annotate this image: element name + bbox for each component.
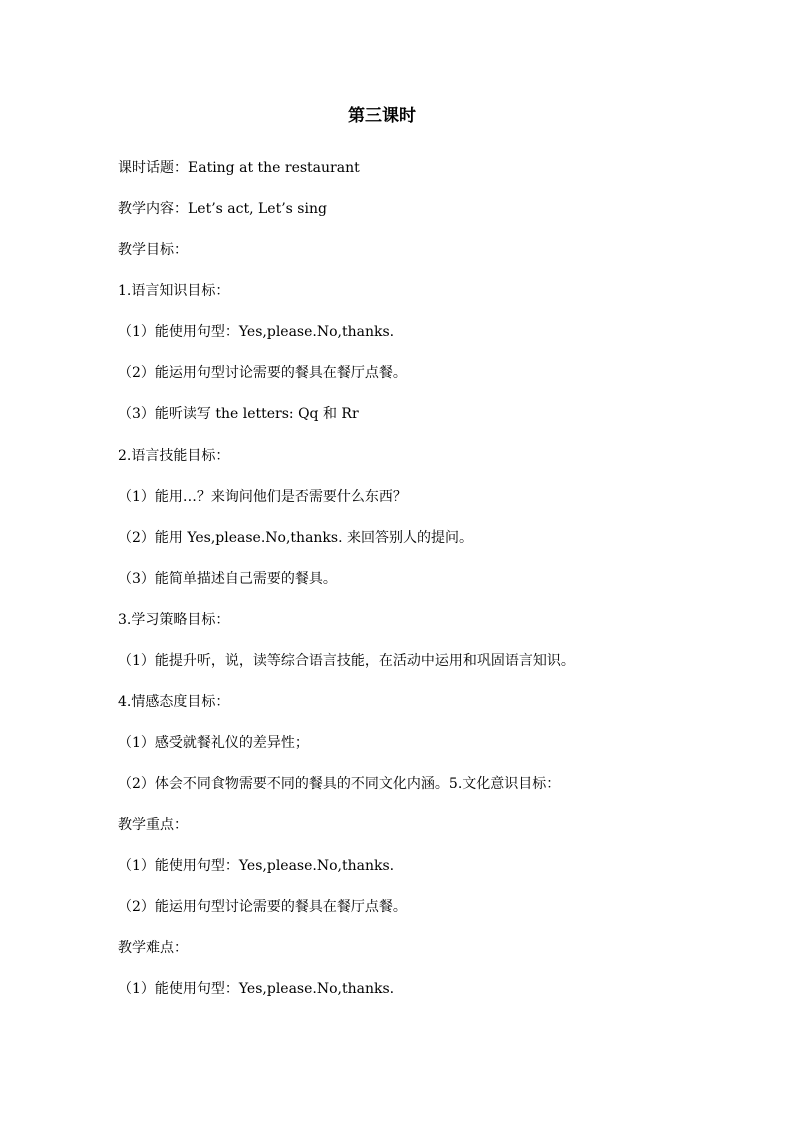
lesson-topic: 课时话题：Eating at the restaurant bbox=[118, 160, 360, 176]
emotion-item-2: （2）体会不同食物需要不同的餐具的不同文化内涵。5.文化意识目标： bbox=[118, 776, 561, 792]
language-knowledge-heading: 1.语言知识目标： bbox=[118, 283, 230, 299]
teaching-content: 教学内容：Let’s act, Let’s sing bbox=[118, 201, 327, 217]
skill-item-2: （2）能用 Yes,please.No,thanks. 来回答别人的提问。 bbox=[118, 530, 473, 546]
focus-item-1: （1）能使用句型：Yes,please.No,thanks. bbox=[118, 858, 395, 874]
skill-item-1: （1）能用…？来询问他们是否需要什么东西？ bbox=[118, 489, 407, 505]
knowledge-item-1: （1）能使用句型：Yes,please.No,thanks. bbox=[118, 324, 395, 340]
teaching-difficulty-heading: 教学难点： bbox=[118, 940, 188, 956]
difficulty-item-1: （1）能使用句型：Yes,please.No,thanks. bbox=[118, 981, 395, 997]
page-title: 第三课时 bbox=[348, 106, 416, 126]
teaching-goals-heading: 教学目标： bbox=[118, 242, 188, 258]
skill-item-3: （3）能简单描述自己需要的餐具。 bbox=[118, 571, 337, 587]
learning-strategy-heading: 3.学习策略目标： bbox=[118, 612, 230, 628]
focus-item-2: （2）能运用句型讨论需要的餐具在餐厅点餐。 bbox=[118, 899, 407, 915]
teaching-focus-heading: 教学重点： bbox=[118, 817, 188, 833]
emotion-item-1: （1）感受就餐礼仪的差异性； bbox=[118, 735, 309, 751]
language-skill-heading: 2.语言技能目标： bbox=[118, 448, 230, 464]
knowledge-item-2: （2）能运用句型讨论需要的餐具在餐厅点餐。 bbox=[118, 365, 407, 381]
emotion-attitude-heading: 4.情感态度目标： bbox=[118, 694, 230, 710]
strategy-item-1: （1）能提升听，说，读等综合语言技能，在活动中运用和巩固语言知识。 bbox=[118, 653, 575, 669]
knowledge-item-3: （3）能听读写 the letters: Qq 和 Rr bbox=[118, 406, 359, 422]
